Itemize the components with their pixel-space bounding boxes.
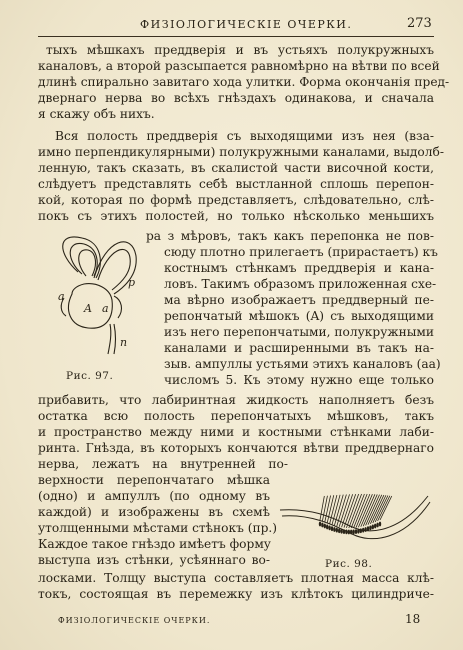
text-line: кой, которая по формѣ представляетъ, слѣдовательно, слѣ- [38, 193, 434, 207]
cell-dot [362, 528, 364, 533]
figure-97-caption: Рис. 97. [66, 370, 114, 382]
text-line: и пространство между ними и костными стѣнками лаби- [38, 425, 434, 439]
cell-dot [336, 528, 338, 533]
cell-dot [340, 529, 342, 534]
cell-dot [338, 528, 340, 533]
figure-label: n [120, 336, 128, 349]
text-line: утолщенными мѣстами стѣнокъ (пр.) [38, 521, 278, 535]
text-line: костнымъ стѣнкамъ преддверія и канa- [164, 261, 434, 275]
text-line: я скажу объ нихъ. [38, 107, 155, 121]
text-line: Каждое такое гнѣздо имѣетъ форму [38, 537, 271, 551]
hair-stroke [339, 494, 349, 526]
cell-dot [367, 526, 369, 531]
cell-dot [352, 529, 354, 534]
text-line: репончатый мѣшокъ (A) съ выходящими [164, 309, 434, 323]
text-line: верхности перепончатаго мѣшка [38, 473, 270, 487]
figure-97 [50, 234, 150, 359]
figure-label: A [84, 302, 92, 315]
cell-dot [328, 525, 330, 530]
text-line: прибавить, что лабиринтная жидкость наполняетъ безъ [38, 393, 434, 407]
text-line: слѣдуетъ представлять себѣ выстланной сплошь перепон- [38, 177, 434, 191]
cell-dot [379, 522, 381, 527]
hair-stroke [322, 496, 327, 521]
cell-dot [319, 522, 321, 527]
text-line: сюду плотно прилегаетъ (прирастаетъ) къ [164, 245, 438, 259]
cell-dot [345, 529, 347, 534]
text-line: токъ, состоящая въ перемежку изъ клѣтокъ цилиндриче- [38, 587, 434, 601]
text-line: тыхъ мѣшкахъ преддверія и въ устьяхъ полукружныхъ [46, 43, 434, 57]
text-line: каналами и расширенными въ такъ на- [164, 341, 434, 355]
cell-dot [372, 525, 374, 530]
cell-dot [333, 527, 335, 532]
hair-stroke [325, 496, 331, 522]
signature-number: 18 [405, 612, 421, 626]
text-line: остатка всю полость перепончатыхъ мѣшковъ, такъ [38, 409, 434, 423]
text-line: нерва, лежатъ на внутренней по- [38, 457, 288, 471]
cell-dot [348, 530, 350, 535]
cell-dot [374, 524, 376, 529]
cell-dot [326, 525, 328, 530]
text-line: числомъ 5. Къ этому нужно еще только [164, 373, 434, 387]
cell-dot [360, 528, 362, 533]
cell-dot [321, 523, 323, 528]
figure-label: a [102, 302, 109, 315]
figure-98 [280, 486, 430, 546]
figure-98-caption: Рис. 98. [325, 558, 373, 570]
text-line: (одно) и ампуллъ (по одному въ [38, 489, 270, 503]
text-line: ленную, такъ сказать, въ скалистой части височной кости, [38, 161, 434, 175]
text-line: выступа изъ стѣнки, усѣяннаго во- [38, 553, 270, 567]
text-line: каналовъ, а второй разсыпается равномѣрно на вѣтви по всей [38, 59, 440, 73]
header-rule [38, 36, 434, 37]
cell-dot [343, 529, 345, 534]
cell-dot [364, 527, 366, 532]
text-line: ра з мѣровъ, такъ какъ перепонка не пов- [146, 229, 434, 243]
cell-dot [376, 523, 378, 528]
text-line: изъ него перепончатыми, полукружными [164, 325, 434, 339]
text-line: ринта. Гнѣзда, въ которыхъ кончаются вѣтви преддвернаго [38, 441, 434, 455]
hair-stroke [344, 494, 356, 528]
cell-dot [324, 524, 326, 529]
text-line: ловъ. Такимъ образомъ приложенная схе- [164, 277, 437, 291]
text-line: ма вѣрно изображаетъ преддверный пе- [164, 293, 434, 307]
cell-dot [357, 529, 359, 534]
hair-stroke [327, 495, 334, 523]
figure-label: p [128, 276, 136, 289]
text-line: двернаго нерва во всѣхъ гнѣздахъ одинакова, и сначала [38, 91, 434, 105]
text-line: имно перпендикулярными) полукружными каналами, выдолб- [38, 145, 444, 159]
cell-dot [355, 529, 357, 534]
signature-mark: ФИЗІОЛОГИЧЕСКІЕ ОЧЕРКИ. [58, 616, 211, 625]
text-line: лосками. Толщу выступа составляетъ плотная масса клѣ- [38, 571, 434, 585]
text-line: Вся полость преддверія съ выходящими изъ нея (вза- [55, 129, 434, 143]
cell-dot [331, 526, 333, 531]
running-title: ФИЗІОЛОГИЧЕСКІЕ ОЧЕРКИ. [140, 18, 353, 31]
text-line: каждой) и изображены въ схемѣ [38, 505, 270, 519]
text-line: зыв. ампуллы устьями этихъ каналовъ (aa) [164, 357, 441, 371]
cell-dot [350, 530, 352, 535]
text-line: длинѣ спирально завитаго хода улитки. Форма окончанія пред- [38, 75, 450, 89]
figure-label: a [58, 290, 65, 303]
page-number: 273 [407, 16, 432, 31]
cell-dot [369, 525, 371, 530]
text-line: покъ съ этихъ полостей, но только нѣсколько меньшихъ [38, 209, 434, 223]
